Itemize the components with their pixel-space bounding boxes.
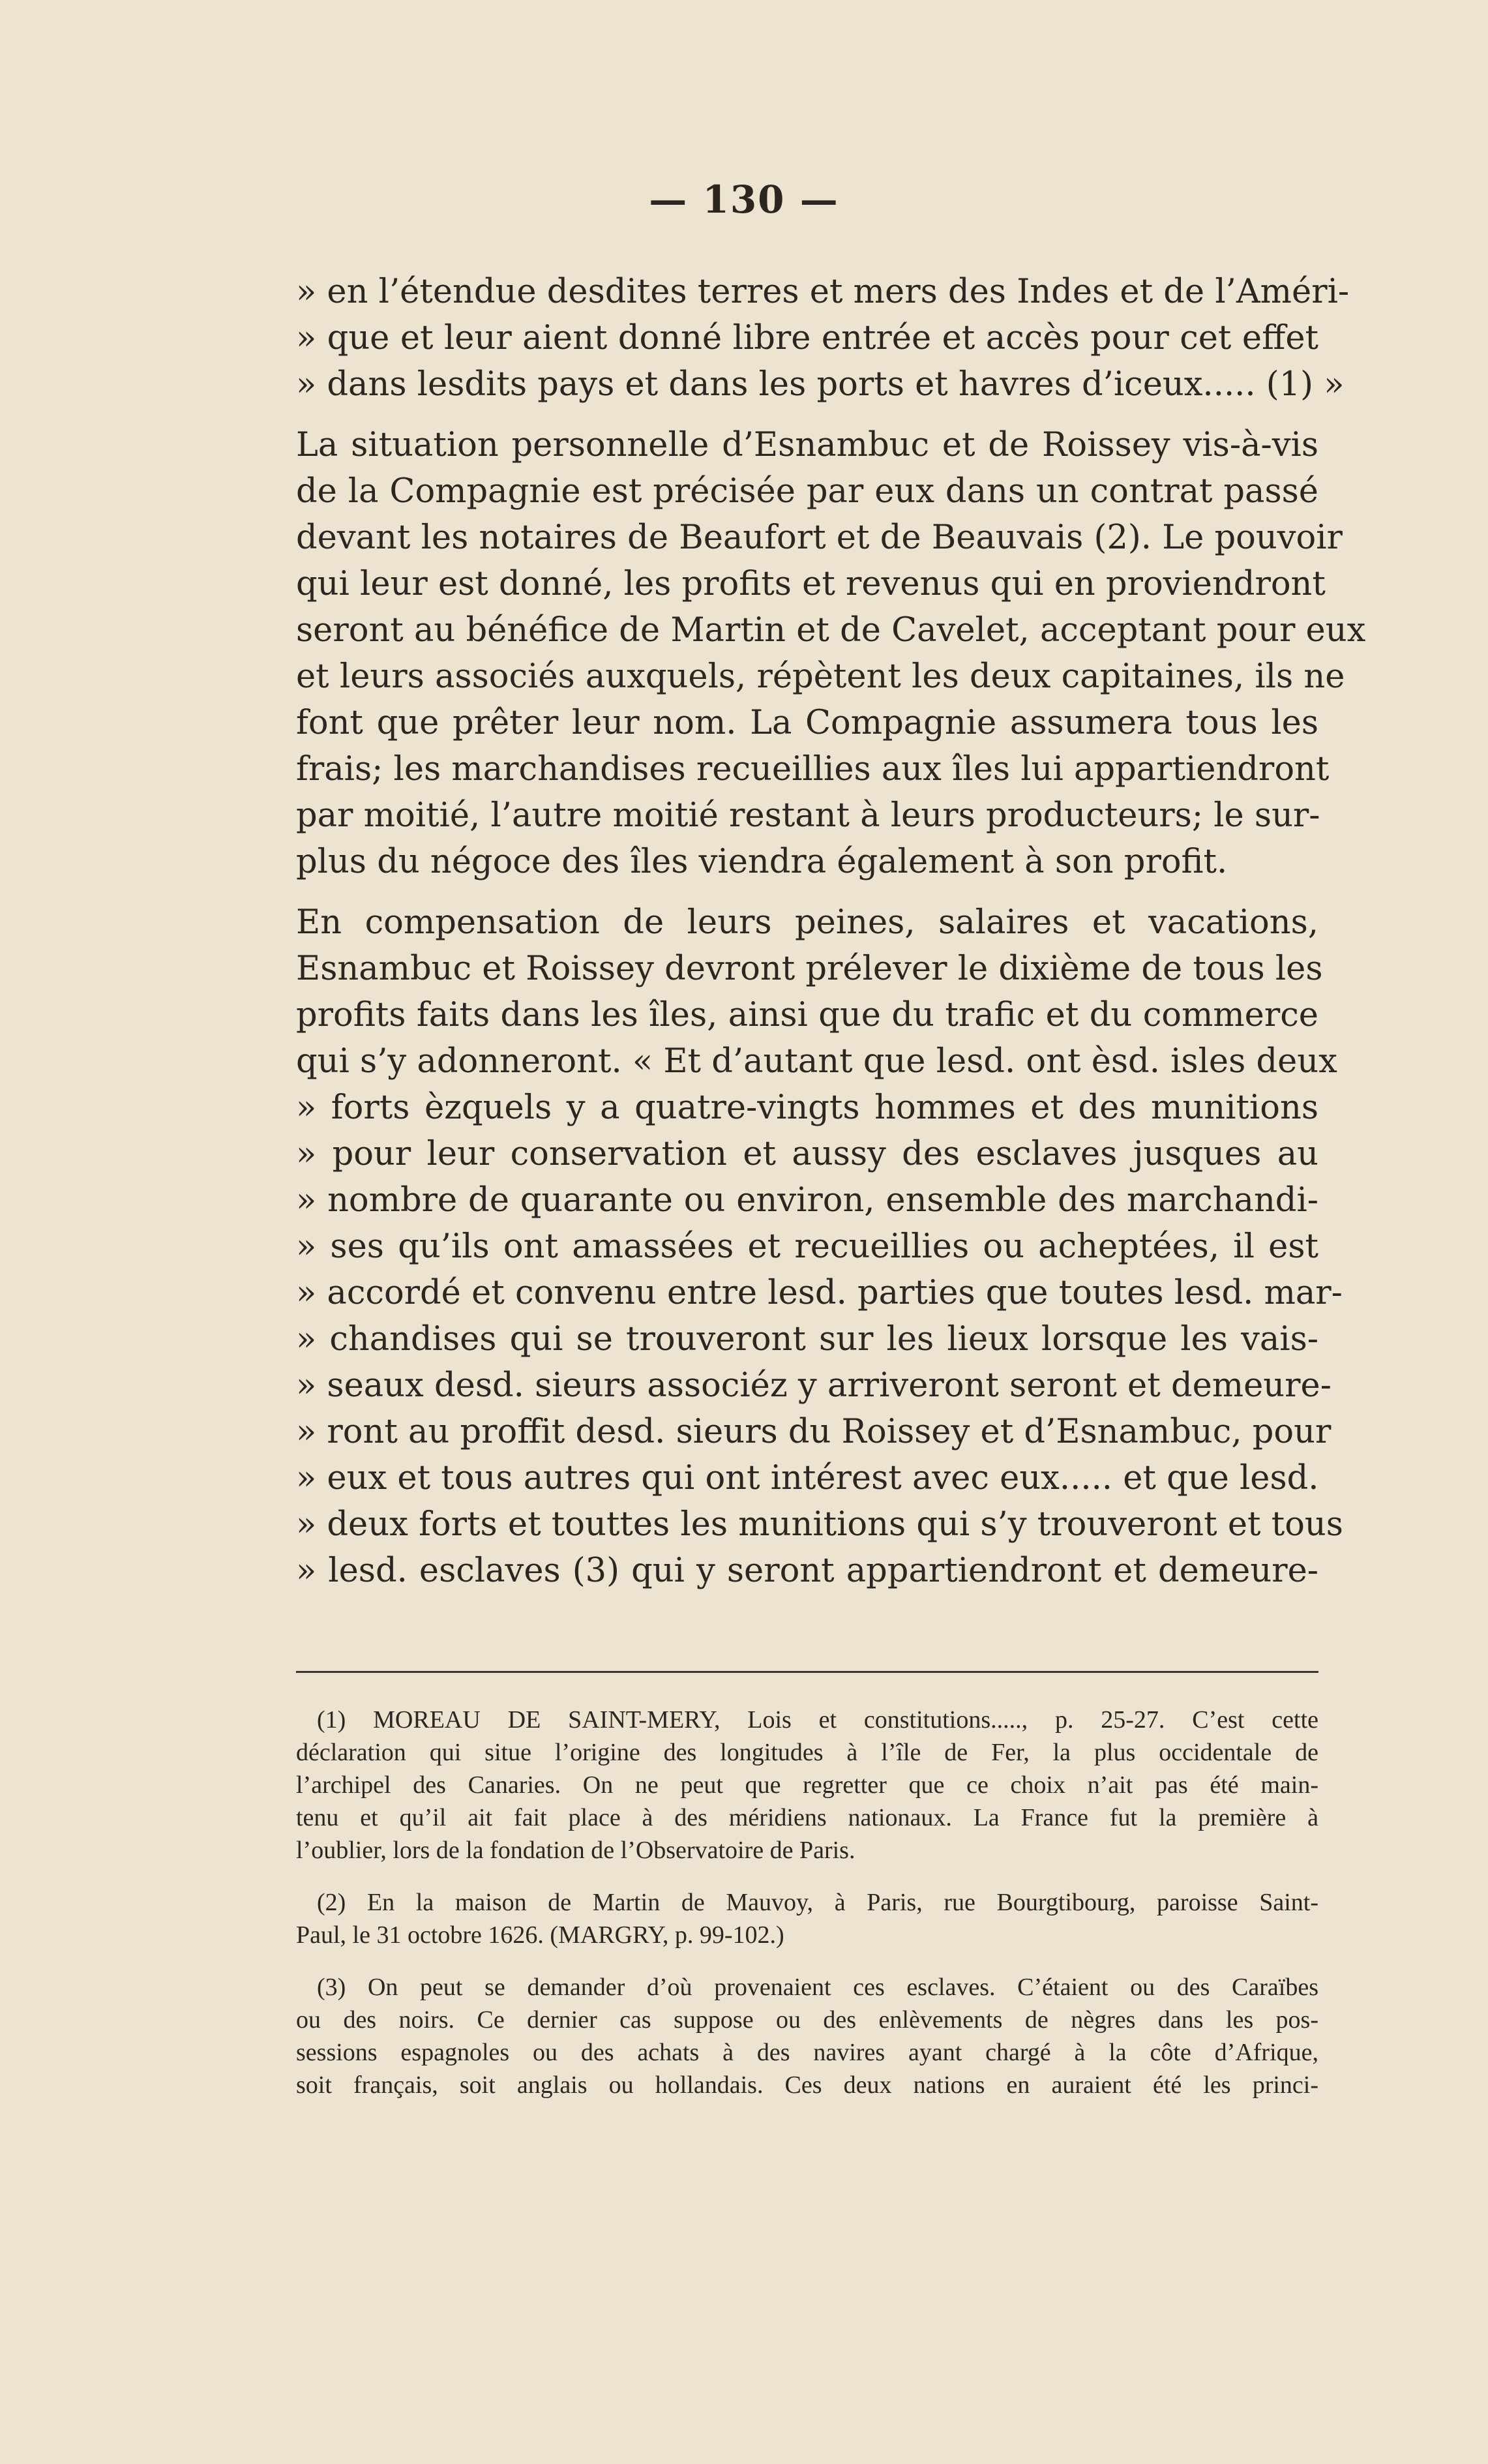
footnote-line: soit français, soit anglais ou hollandais. Ces deux nations en auraient été les princi- (296, 2071, 1318, 2099)
text-line: La situation personnelle d’Esnambuc et de Roissey vis-à-vis (296, 426, 1318, 464)
text-line: qui s’y adonneront. « Et d’autant que lesd. ont èsd. isles deux (296, 1042, 1337, 1081)
footnote-line: déclaration qui situe l’origine des longitudes à l’île de Fer, la plus occidentale de (296, 1739, 1318, 1766)
footnote-1 (296, 1704, 1318, 1867)
text-line: » en l’étendue desdites terres et mers des Indes et de l’Améri- (296, 273, 1350, 311)
footnote-line: l’oublier, lors de la fondation de l’Observatoire de Paris. (296, 1837, 856, 1864)
footnote-line: ou des noirs. Ce dernier cas suppose ou des enlèvements de nègres dans les pos- (296, 2006, 1318, 2034)
text-line: » forts èzquels y a quatre-vingts hommes et des munitions (296, 1089, 1318, 1127)
text-line: » accordé et convenu entre lesd. parties que toutes lesd. mar- (296, 1274, 1343, 1312)
text-line: de la Compagnie est précisée par eux dans un contrat passé (296, 472, 1318, 511)
footnote-line: (1) MOREAU DE SAINT-MERY, Lois et constitutions....., p. 25-27. C’est cette (317, 1706, 1318, 1734)
text-line: plus du négoce des îles viendra également à son profit. (296, 843, 1228, 881)
text-line: » chandises qui se trouveront sur les lieux lorsque les vais- (296, 1320, 1318, 1359)
main-text (296, 269, 1366, 1594)
text-line: qui leur est donné, les profits et revenus qui en proviendront (296, 565, 1326, 603)
footnote-line: sessions espagnoles ou des achats à des navires ayant chargé à la côte d’Afrique, (296, 2039, 1318, 2066)
footnote-line: l’archipel des Canaries. On ne peut que regretter que ce choix n’ait pas été main- (296, 1771, 1318, 1799)
text-line: » deux forts et touttes les munitions qui s’y trouveront et tous (296, 1505, 1343, 1544)
footnote-line: (3) On peut se demander d’où provenaient ces esclaves. C’étaient ou des Caraïbes (317, 1974, 1318, 2001)
text-line: » ront au proffit desd. sieurs du Roissey et d’Esnambuc, pour (296, 1413, 1332, 1451)
footnote-line: (2) En la maison de Martin de Mauvoy, à Paris, rue Bourgtibourg, paroisse Saint- (317, 1889, 1318, 1916)
text-line: profits faits dans les îles, ainsi que du trafic et du commerce (296, 996, 1318, 1034)
text-line: » dans lesdits pays et dans les ports et havres d’iceux..... (1) » (296, 365, 1345, 404)
page-number: — 130 — (649, 177, 839, 222)
text-line: » nombre de quarante ou environ, ensemble des marchandi- (296, 1181, 1318, 1220)
text-line: » pour leur conservation et aussy des esclaves jusques au (296, 1135, 1318, 1173)
footnote-2 (296, 1886, 1318, 1951)
text-line: » que et leur aient donné libre entrée et accès pour cet effet (296, 319, 1318, 357)
text-line: devant les notaires de Beaufort et de Beauvais (2). Le pouvoir (296, 518, 1343, 557)
footnote-line: tenu et qu’il ait fait place à des méridiens nationaux. La France fut la première à (296, 1804, 1318, 1831)
footnote-separator (296, 1671, 1318, 1673)
text-line: En compensation de leurs peines, salaires et vacations, (296, 903, 1318, 942)
text-line: Esnambuc et Roissey devront prélever le dixième de tous les (296, 950, 1323, 988)
text-line: frais; les marchandises recueillies aux îles lui appartiendront (296, 750, 1330, 789)
text-line: font que prêter leur nom. La Compagnie assumera tous les (296, 704, 1318, 742)
footnotes (296, 1704, 1318, 2101)
text-line: » eux et tous autres qui ont intérest avec eux..... et que lesd. (296, 1459, 1319, 1497)
text-line: seront au bénéfice de Martin et de Cavelet, acceptant pour eux (296, 611, 1366, 650)
footnote-line: Paul, le 31 octobre 1626. (MARGRY, p. 99-102.) (296, 1921, 784, 1949)
text-line: » lesd. esclaves (3) qui y seront appartiendront et demeure- (296, 1552, 1318, 1590)
text-line: par moitié, l’autre moitié restant à leurs producteurs; le sur- (296, 796, 1320, 835)
text-line: » ses qu’ils ont amassées et recueillies ou acheptées, il est (296, 1227, 1318, 1266)
text-line: » seaux desd. sieurs associéz y arriveront seront et demeure- (296, 1366, 1332, 1405)
text-line: et leurs associés auxquels, répètent les deux capitaines, ils ne (296, 657, 1345, 696)
footnote-3 (296, 1971, 1318, 2101)
